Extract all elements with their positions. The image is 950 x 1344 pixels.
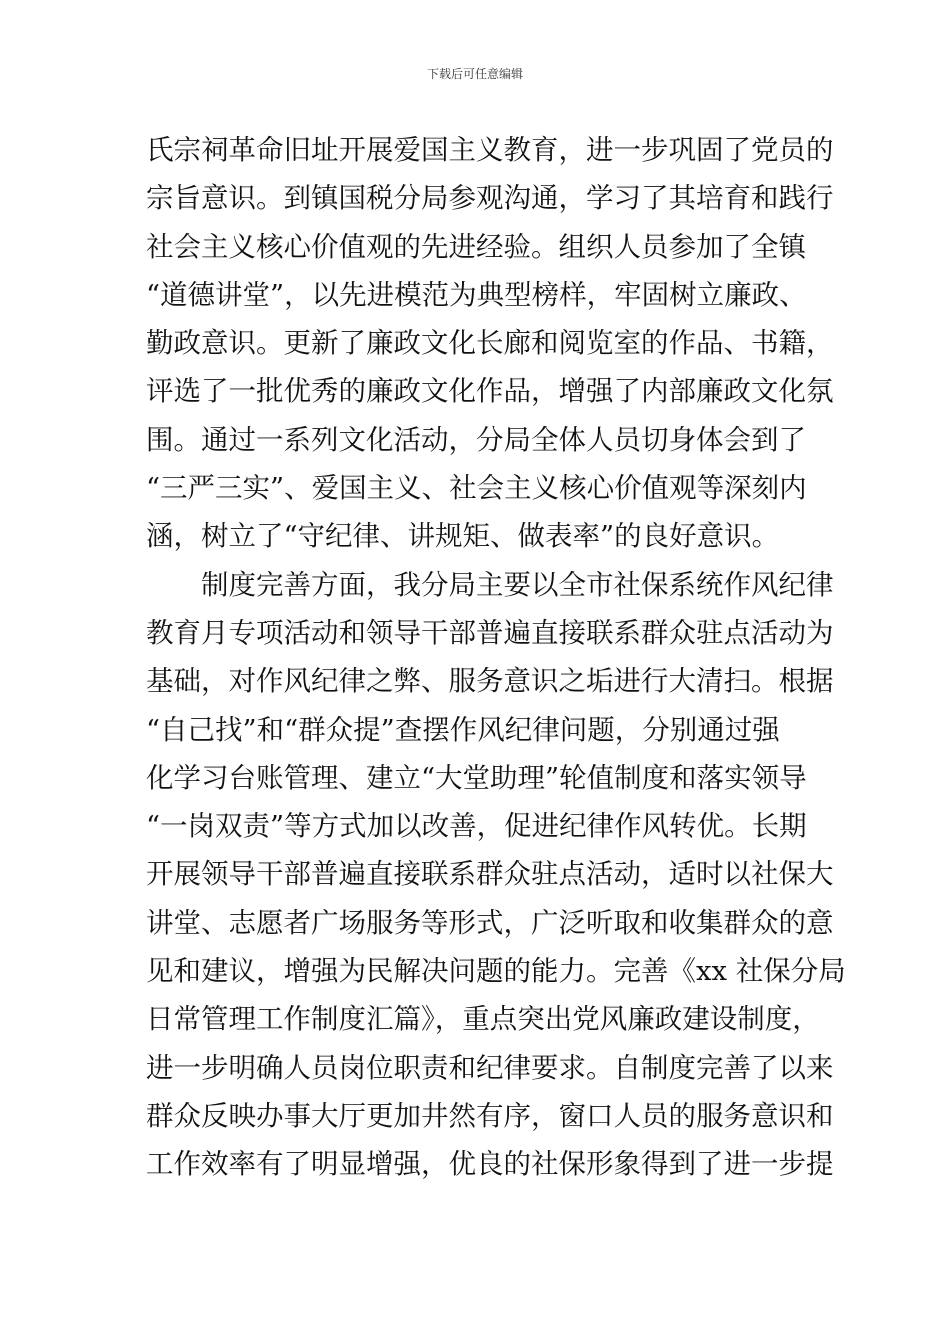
text-line: 基础，对作风纪律之弊、服务意识之垢进行大清扫。根据: [146, 665, 834, 698]
text-line: 涵，树立了“守纪律、讲规矩、做表率”的良好意识。: [146, 520, 780, 553]
text-line: 见和建议，增强为民解决问题的能力。完善《xx 社保分局: [146, 955, 846, 988]
page-header-text: 下载后可任意编辑: [426, 67, 523, 81]
document-body: [146, 126, 846, 1189]
text-line: “自己找”和“群众提”查摆作风纪律问题，分别通过强: [146, 713, 780, 746]
text-line: 勤政意识。更新了廉政文化长廊和阅览室的作品、书籍，: [146, 327, 834, 360]
text-line: 氏宗祠革命旧址开展爱国主义教育，进一步巩固了党员的: [146, 134, 834, 166]
text-line: 制度完善方面，我分局主要以全市社保系统作风纪律: [201, 568, 834, 601]
paragraph-1: [146, 126, 834, 561]
text-line: 工作效率有了明显增强，优良的社保形象得到了进一步提: [146, 1148, 834, 1181]
text-line: 日常管理工作制度汇篇》，重点突出党风廉政建设制度，: [146, 1003, 820, 1036]
text-line: 讲堂、志愿者广场服务等形式，广泛听取和收集群众的意: [146, 906, 834, 939]
text-line: 社会主义核心价值观的先进经验。组织人员参加了全镇: [146, 230, 806, 263]
text-line: 化学习台账管理、建立“大堂助理”轮值制度和落实领导: [146, 761, 807, 794]
text-line: 教育月专项活动和领导干部普遍直接联系群众驻点活动为: [146, 616, 834, 649]
text-line: 宗旨意识。到镇国税分局参观沟通，学习了其培育和践行: [146, 182, 834, 215]
text-line: “道德讲堂”，以先进模范为典型榜样，牢固树立廉政、: [146, 278, 807, 311]
text-line: 进一步明确人员岗位职责和纪律要求。自制度完善了以来: [146, 1051, 834, 1084]
text-line: 评选了一批优秀的廉政文化作品，增强了内部廉政文化氛: [146, 375, 834, 408]
text-line: 开展领导干部普遍直接联系群众驻点活动，适时以社保大: [146, 858, 834, 891]
text-line: 围。通过一系列文化活动，分局全体人员切身体会到了: [146, 423, 806, 456]
text-line: “一岗双责”等方式加以改善，促进纪律作风转优。长期: [146, 810, 807, 843]
text-line: 群众反映办事大厅更加井然有序，窗口人员的服务意识和: [146, 1099, 834, 1132]
paragraph-2: [146, 561, 846, 1189]
text-line: “三严三实”、爱国主义、社会主义核心价值观等深刻内: [146, 472, 807, 505]
